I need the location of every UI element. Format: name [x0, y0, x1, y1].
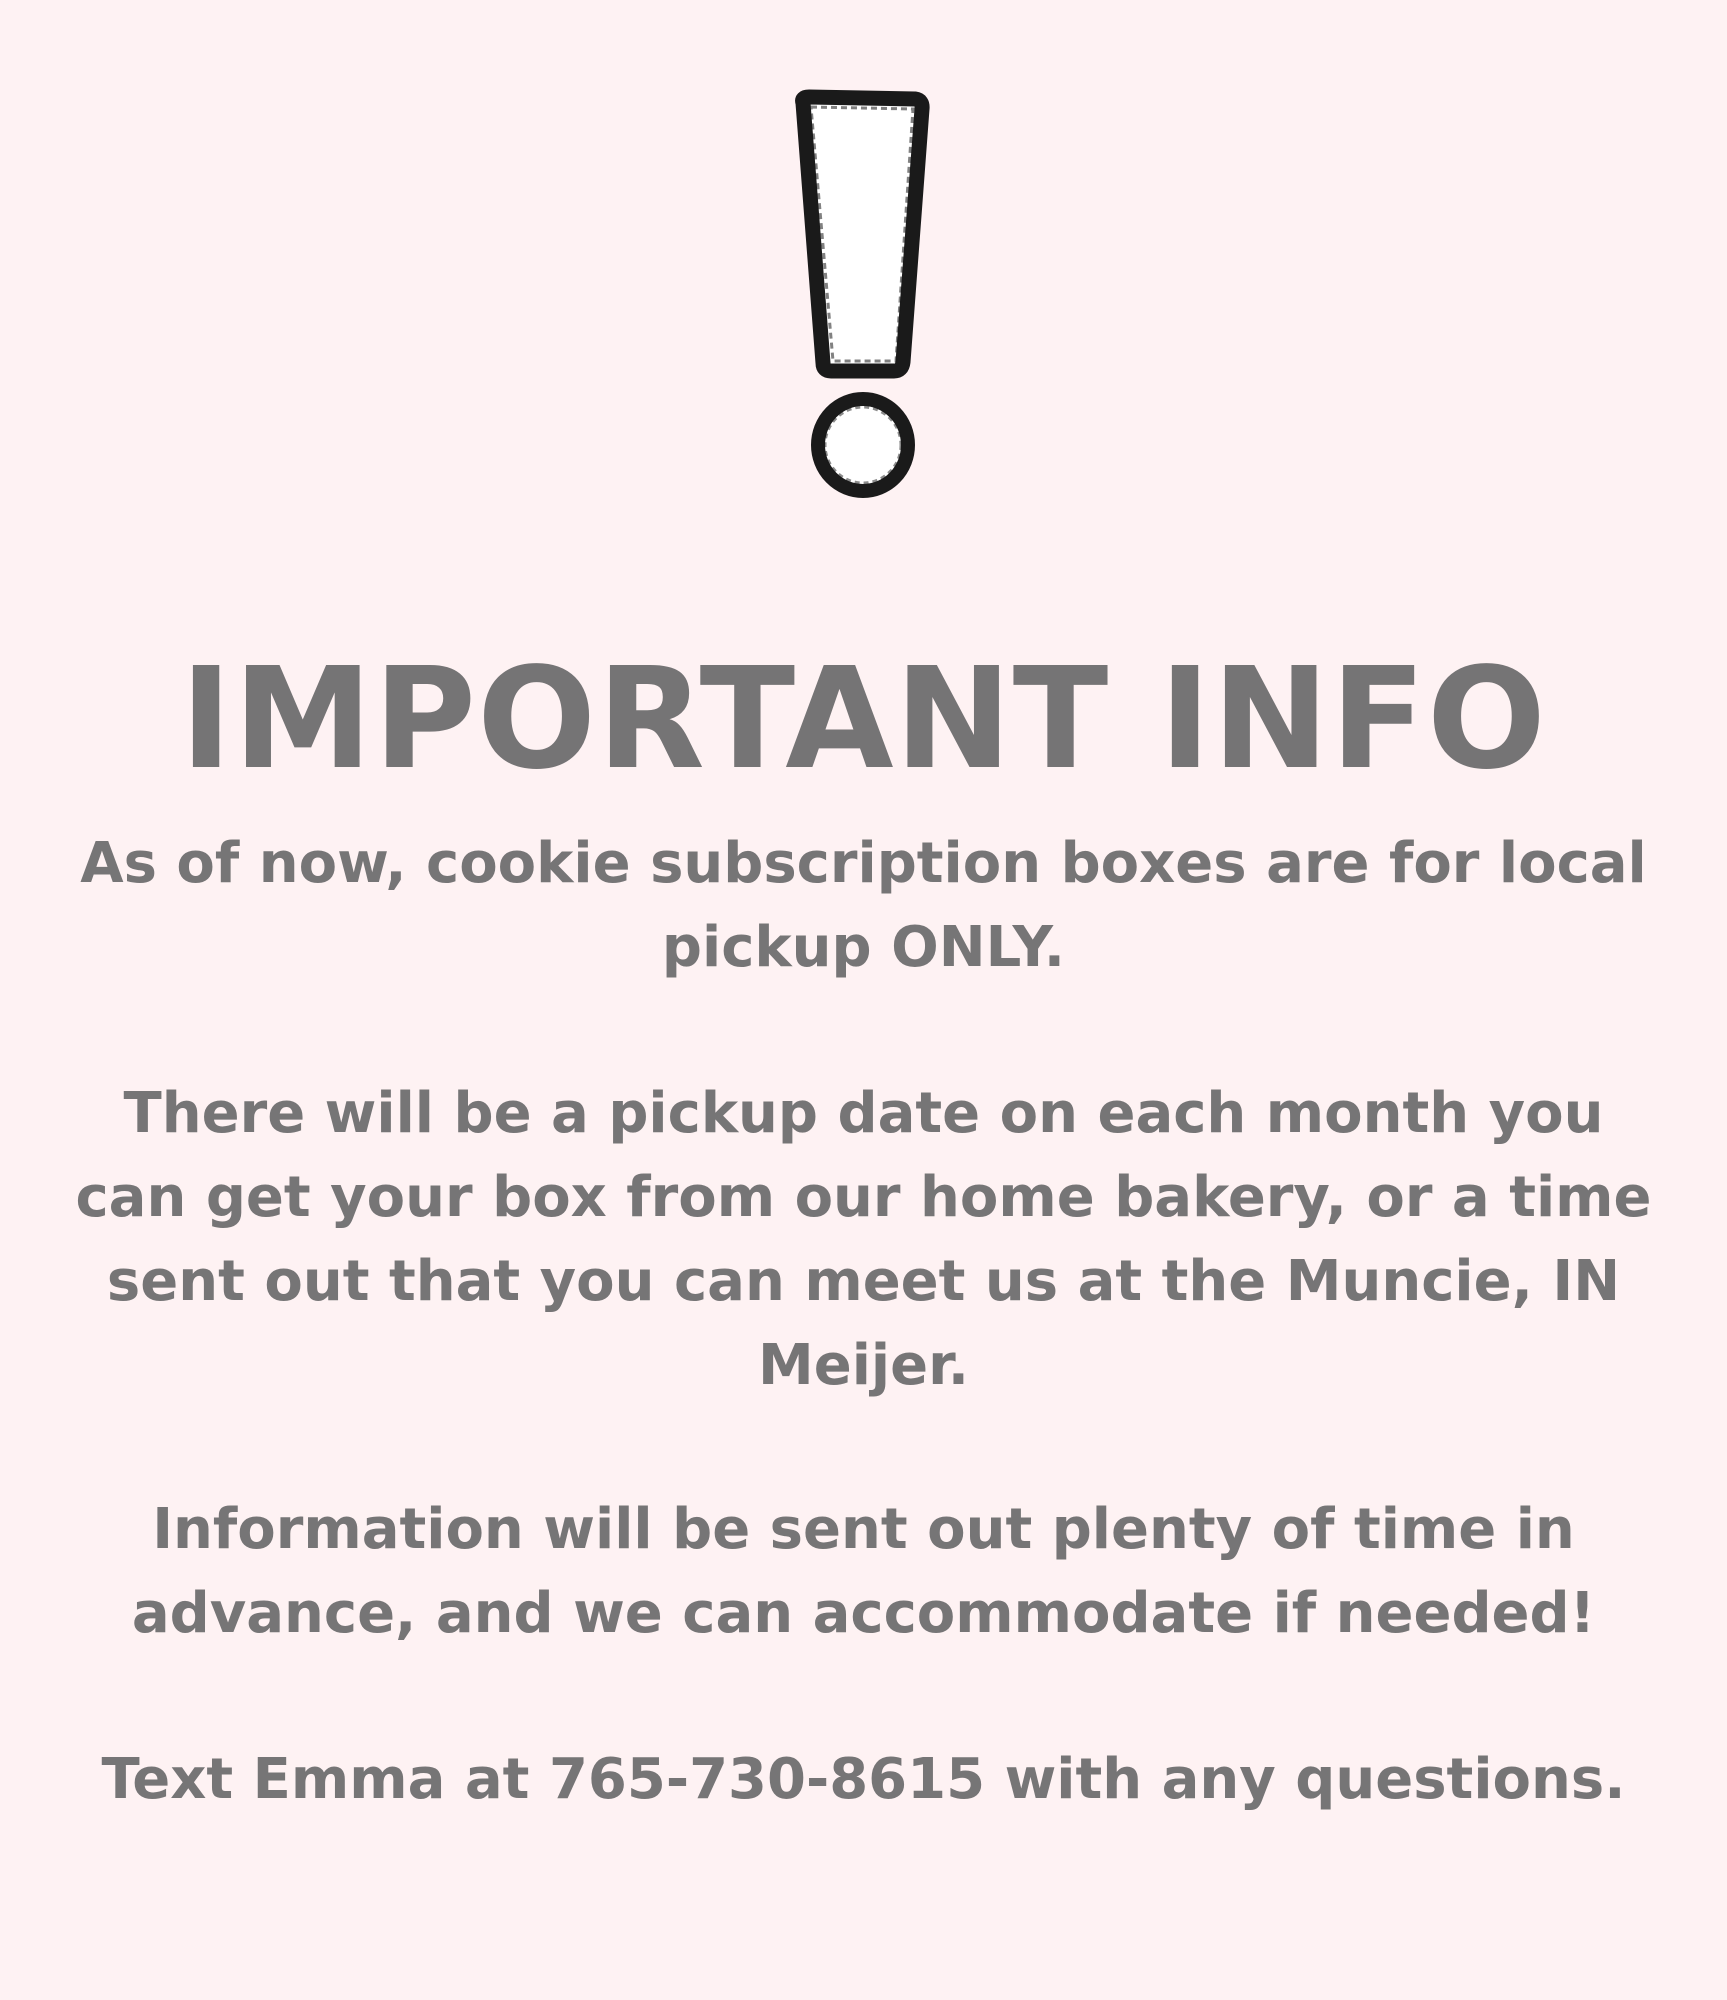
pickup-details-text: There will be a pickup date on each month you can get your box from our home bakery, or a time sent out that you can meet us at the Muncie, IN Meijer.	[75, 1081, 1652, 1398]
page-title: IMPORTANT INFO	[180, 638, 1547, 801]
advance-info-text: Information will be sent out plenty of time in advance, and we can accommodate if needed!	[131, 1497, 1596, 1646]
pickup-notice-text: As of now, cookie subscription boxes are for local pickup ONLY.	[80, 831, 1647, 980]
contact-text: Text Emma at 765-730-8615 with any questions.	[101, 1747, 1626, 1812]
exclamation-mark-icon	[763, 85, 963, 515]
